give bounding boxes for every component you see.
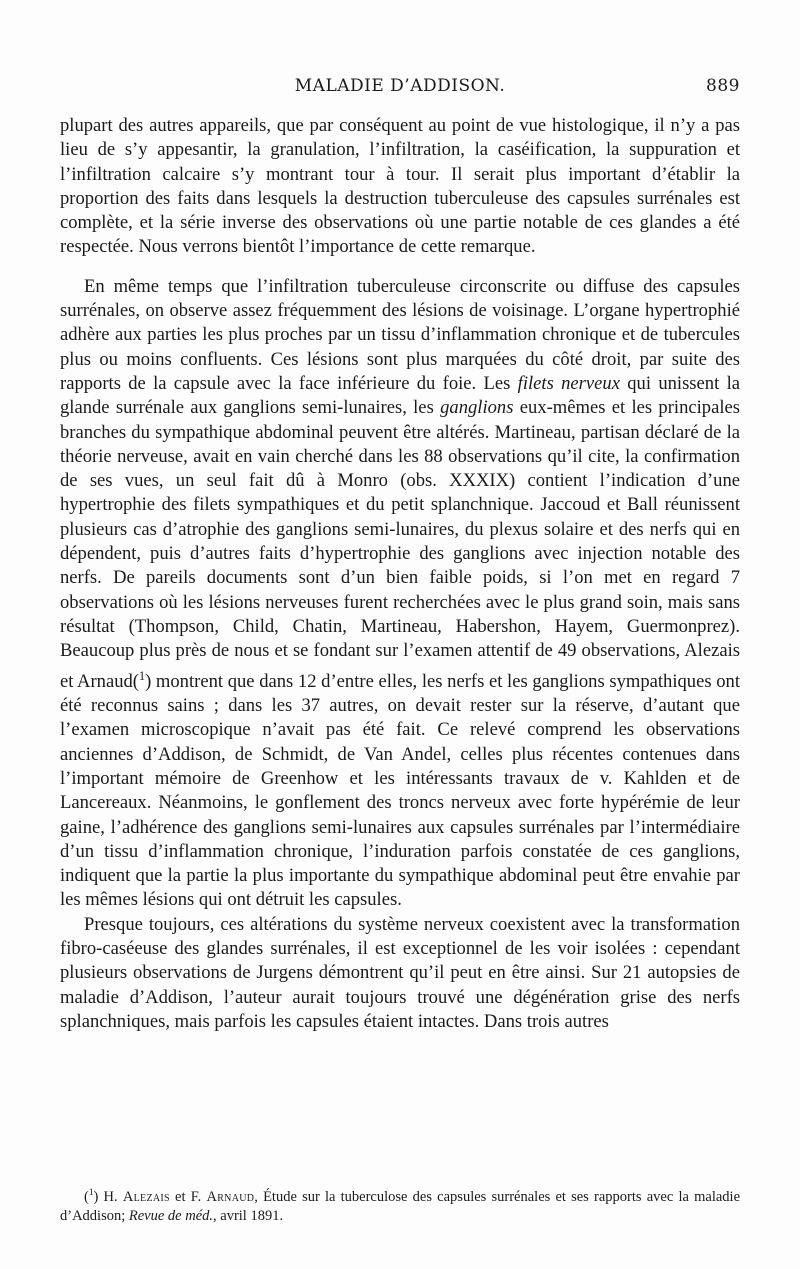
- footnote-segment: ) H.: [93, 1188, 123, 1205]
- italic-text: ganglions: [440, 397, 514, 419]
- italic-text: Revue de méd.: [128, 1207, 214, 1224]
- paragraph-text: eux-mêmes et les principales branches du sympathique abdominal peuvent être altérés. Martineau, partisan déclaré de la théorie nerveuse, avait en vain cherché dans les 88 observations qu’il cite, la confirmation de ses vues, un seul fait dû à Monro (obs. XXXIX) contient l’indication d’une hypertrophie des filets sympathiques et du petit splanchnique. Jaccoud et Ball réunissent plusieurs cas d’atrophie des ganglions semi-lunaires, du plexus solaire et des nerfs qui en dépendent, puis d’autres faits d’hypertrophie des ganglions avec injection notable des nerfs. De pareils documents sont d’un bien faible poids, si l’on met en regard 7 observations où les lésions nerveuses furent recherchées avec le plus grand soin, mais sans résultat (Thompson, Child, Chatin, Martineau, Habershon, Hayem, Guermonprez). Beaucoup plus près de nous et se fondant sur l’examen attentif de 49 observations, Alezais et Arnaud(: [60, 397, 741, 692]
- footnote-marker: 1: [139, 668, 146, 683]
- author-name: Arnaud: [206, 1188, 255, 1205]
- paragraph-text: ) montrent que dans 12 d’entre elles, les nerfs et les ganglions sympathiques ont été reconnus sains ; dans les 37 autres, on devait rester sur la réserve, d’autant que l’examen microscopique n’avait pas été fait. Ce relevé comprend les observations anciennes d’Addison, de Schmidt, de Van Andel, celles plus récentes contenues dans l’important mémoire de Greenhow et les intéressants travaux de v. Kahlden et de Lancereaux. Néanmoins, le gonflement des troncs nerveux avec forte hypérémie de leur gaine, l’adhérence des ganglions semi-lunaires aux capsules surrénales par l’intermédiaire d’un tissu d’inflammation chronique, l’induration parfois constatée de ces ganglions, indiquent que la partie la plus importante du sympathique abdominal peut être envahie par les mêmes lésions qui ont détruit les capsules.: [60, 670, 740, 911]
- page-number: 889: [706, 76, 740, 96]
- paragraph: [60, 114, 740, 260]
- footnote-segment: (: [84, 1188, 89, 1205]
- paragraph: [60, 913, 740, 1034]
- footnote-segment: , Étude sur la tuberculose des capsules surrénales et ses rapports avec la maladie d’Addison;: [60, 1188, 741, 1224]
- paragraph: [60, 275, 740, 913]
- author-name: Alezais: [122, 1188, 170, 1205]
- footnote-segment: et F.: [169, 1188, 207, 1205]
- running-header: [60, 76, 740, 98]
- paragraph-text: Presque toujours, ces altérations du système nerveux coexistent avec la transformation fibro-caséeuse des glandes surrénales, il est exceptionnel de les voir isolées : cependant plusieurs observations de Jurgens démontrent qu’il peut en être ainsi. Sur 21 autopsies de maladie d’Addison, l’auteur aurait toujours trouvé une dégénération grise des nerfs splanchniques, mais parfois les capsules étaient intactes. Dans trois autres: [60, 913, 740, 1032]
- footnote: [60, 1184, 740, 1226]
- paragraph-text: plupart des autres appareils, que par conséquent au point de vue histologique, il n’y a pas lieu de s’y appesantir, la granulation, l’infiltration, la caséification, la suppuration et l’infiltration calcaire s’y montrant tour à tour. Il serait plus important d’établir la proportion des faits dans lesquels la destruction tuberculeuse des capsules surrénales est complète, et la série inverse des observations où une partie notable de ces glandes a été respectée. Nous verrons bientôt l’importance de cette remarque.: [60, 115, 740, 258]
- paragraph-text: qui unissent la glande surrénale aux ganglions semi-lunaires, les: [60, 372, 740, 419]
- running-title: MALADIE D’ADDISON.: [294, 76, 506, 96]
- footnote-marker: 1: [88, 1188, 94, 1198]
- footnote-text: [60, 1184, 740, 1226]
- body-text: [60, 114, 740, 1034]
- paragraph-text: En même temps que l’infiltration tuberculeuse circonscrite ou diffuse des capsules surrénales, on observe assez fréquemment des lésions de voisinage. L’organe hypertrophié adhère aux parties les plus proches par un tissu d’inflammation chronique et de tubercules plus ou moins confluents. Ces lésions sont plus marquées du côté droit, par suite des rapports de la capsule avec la face inférieure du foie. Les: [60, 275, 740, 394]
- italic-text: filets nerveux: [517, 372, 620, 394]
- footnote-segment: , avril 1891.: [213, 1207, 284, 1224]
